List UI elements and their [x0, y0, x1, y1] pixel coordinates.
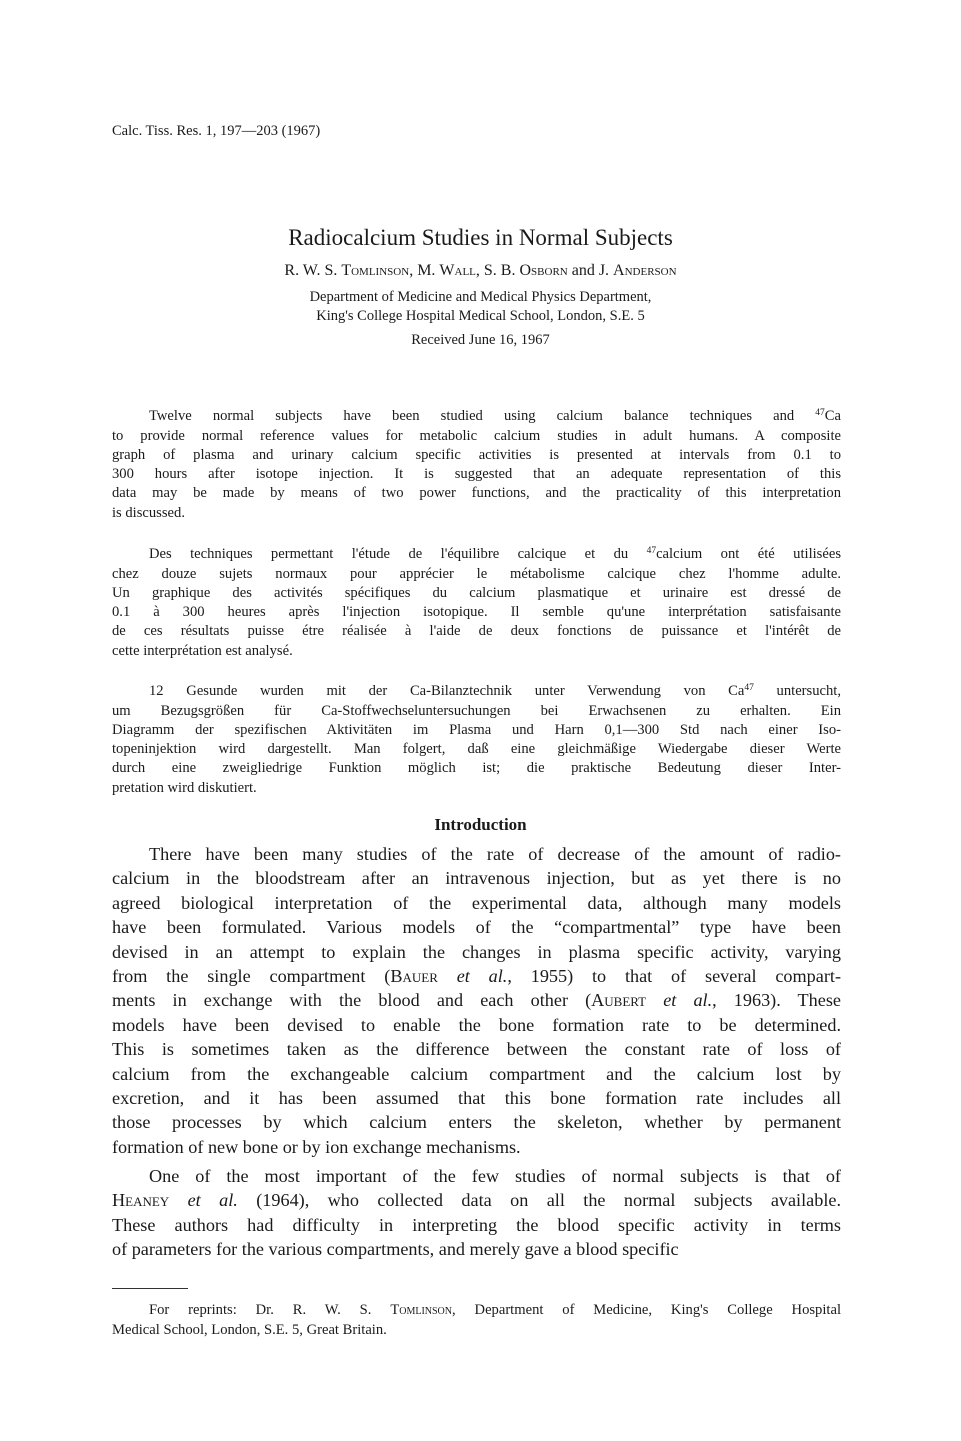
text-run: models have been devised to enable the bone formation rate to be determined. [112, 1014, 841, 1035]
text-run: calcium in the bloodstream after an intravenous injection, but as yet there is no [112, 868, 841, 889]
text-line [112, 427, 841, 446]
text-line [112, 779, 841, 798]
text-line [112, 940, 841, 964]
text-line [112, 622, 841, 641]
superscript: 47 [815, 408, 825, 418]
text-run: 12 Gesunde wurden mit der Ca-Bilanztechnik unter Verwendung von Ca [149, 683, 745, 700]
text-line [112, 542, 841, 565]
text-run: calcium ont été utilisées [656, 546, 841, 563]
text-line [112, 465, 841, 484]
text-run: untersucht, [753, 683, 841, 700]
text-run: agreed biological interpretation of the experimental data, although many models [112, 892, 841, 913]
text-line [112, 484, 841, 503]
text-run: of parameters for the various compartments, and merely gave a blood specific [112, 1239, 679, 1260]
author-separator: and J. [567, 262, 614, 279]
author-separator: R. W. S. [284, 262, 342, 279]
text-run: pretation wird diskutiert. [112, 779, 257, 796]
text-run: is discussed. [112, 504, 185, 521]
text-line [112, 642, 841, 661]
text-run [646, 990, 663, 1010]
text-line [112, 1062, 841, 1086]
footnote [112, 1301, 841, 1340]
text-line [112, 759, 841, 778]
text-line [112, 679, 841, 702]
introduction-paragraph [112, 842, 841, 1159]
section-heading-introduction: Introduction [434, 815, 527, 834]
text-line [112, 1188, 841, 1212]
text-run: , 1963). These [712, 990, 841, 1011]
text-run: et al. [663, 990, 713, 1011]
author-separator: , S. B. [475, 262, 520, 279]
text-line [112, 404, 841, 427]
text-run: to provide normal reference values for metabolic calcium studies in adult humans. A composite [112, 427, 841, 444]
text-line [112, 1237, 841, 1261]
text-line [112, 842, 841, 866]
text-line [112, 565, 841, 584]
received-date: Received June 16, 1967 [411, 332, 550, 348]
text-line [112, 1301, 841, 1321]
text-run [169, 1190, 187, 1210]
text-run [438, 966, 457, 986]
text-run: devised in an attempt to explain the changes in plasma specific activity, varying [112, 941, 841, 962]
text-run: cette interprétation est analysé. [112, 642, 293, 659]
text-run: (1964), who collected data on all the normal subjects available. [237, 1190, 842, 1211]
abstract-german [112, 679, 841, 798]
text-line [112, 740, 841, 759]
text-line [112, 446, 841, 465]
text-run: um Bezugsgrößen für Ca-Stoffwechseluntersuchungen bei Erwachsenen zu erhalten. Ein [112, 702, 841, 719]
author-name: Wall [439, 262, 476, 279]
abstract-french [112, 542, 841, 661]
text-run: This is sometimes taken as the difference between the constant rate of loss of [112, 1039, 841, 1060]
text-line [112, 584, 841, 603]
text-line [112, 1013, 841, 1037]
journal-citation-header: Calc. Tiss. Res. 1, 197—203 (1967) [112, 123, 321, 139]
superscript: 47 [744, 683, 754, 693]
affiliation-line: Department of Medicine and Medical Physics Department, [309, 289, 652, 305]
abstract-english [112, 404, 841, 523]
text-run: One of the most important of the few studies of normal subjects is that of [149, 1166, 841, 1186]
text-run: Medical School, London, S.E. 5, Great Britain. [112, 1321, 387, 1338]
text-run: calcium from the exchangeable calcium compartment and the calcium lost by [112, 1063, 841, 1084]
text-run: excretion, and it has been assumed that this bone formation rate includes all [112, 1088, 841, 1109]
paper-title: Radiocalcium Studies in Normal Subjects [288, 225, 673, 250]
text-line [112, 721, 841, 740]
text-run: those processes by which calcium enters the skeleton, whether by permanent [112, 1112, 841, 1133]
text-run: Twelve normal subjects have been studied using calcium balance techniques and [149, 408, 816, 425]
cited-author: Tomlinson [390, 1302, 453, 1318]
text-line [112, 1037, 841, 1061]
text-run: Ca [824, 408, 841, 425]
text-line [112, 702, 841, 721]
text-line [112, 1321, 841, 1341]
affiliation-line: King's College Hospital Medical School, London, S.E. 5 [316, 308, 645, 324]
text-run: , 1955) to that of several compart- [507, 966, 842, 987]
author-name: Anderson [613, 262, 677, 279]
text-run: For reprints: Dr. R. W. S. [149, 1302, 391, 1318]
text-line [112, 1086, 841, 1110]
text-line [112, 603, 841, 622]
author-separator: , M. [409, 262, 440, 279]
text-run: topeninjektion wird dargestellt. Man folgert, daß eine gleichmäßige Wiedergabe dieser Werte [112, 741, 841, 758]
text-line [112, 1135, 841, 1159]
author-name: Tomlinson [341, 262, 410, 279]
text-run: , Department of Medicine, King's College Hospital [452, 1302, 841, 1318]
text-run: de ces résultats puisse étre réalisée à l'aide de deux fonctions de puissance et l'intérêt de [112, 623, 841, 640]
text-run: data may be made by means of two power functions, and the practicality of this interpretation [112, 485, 841, 502]
footnote-divider [112, 1288, 188, 1289]
text-line [112, 1110, 841, 1134]
text-run: et al. [187, 1190, 238, 1211]
text-run: ments in exchange with the blood and each other ( [112, 990, 592, 1011]
text-run: Des techniques permettant l'étude de l'équilibre calcique et du [149, 546, 647, 563]
cited-author: Aubert [591, 990, 647, 1011]
text-line [112, 504, 841, 523]
affiliation [0, 288, 961, 326]
text-line [112, 1213, 841, 1237]
text-run: have been formulated. Various models of the “compartmental” type have been [112, 917, 841, 938]
text-line [112, 1164, 841, 1188]
text-run: chez douze sujets normaux pour apprécier le métabolisme calcique chez l'homme adulte. [112, 565, 841, 582]
text-run: et al. [456, 966, 508, 987]
text-run: formation of new bone or by ion exchange mechanisms. [112, 1136, 521, 1157]
text-line [112, 915, 841, 939]
text-run: Diagramm der spezifischen Aktivitäten im Plasma und Harn 0,1—300 Std nach einer Iso- [112, 721, 841, 738]
text-line [112, 964, 841, 988]
text-run: Un graphique des activités spécifiques du calcium plasmatique et urinaire est dressé de [112, 584, 841, 601]
text-run: graph of plasma and urinary calcium specific activities is presented at intervals from 0.1 to [112, 446, 841, 463]
text-line [112, 891, 841, 915]
text-run: from the single compartment ( [112, 966, 391, 987]
author-list [0, 262, 961, 280]
text-run: durch eine zweigliedrige Funktion möglich ist; die praktische Bedeutung dieser Inter- [112, 760, 841, 777]
text-line [112, 866, 841, 890]
cited-author: Bauer [390, 966, 438, 987]
text-run: These authors had difficulty in interpreting the blood specific activity in terms [112, 1214, 841, 1235]
text-line [112, 988, 841, 1012]
text-run: 300 hours after isotope injection. It is suggested that an adequate representation of this [112, 466, 841, 483]
cited-author: Heaney [112, 1190, 170, 1211]
introduction-paragraph [112, 1164, 841, 1262]
superscript: 47 [646, 546, 657, 556]
text-run: 0.1 à 300 heures après l'injection isotopique. Il semble qu'une interprétation satisfaisante [112, 604, 841, 621]
author-name: Osborn [519, 262, 568, 279]
text-run: There have been many studies of the rate of decrease of the amount of radio- [149, 844, 841, 864]
